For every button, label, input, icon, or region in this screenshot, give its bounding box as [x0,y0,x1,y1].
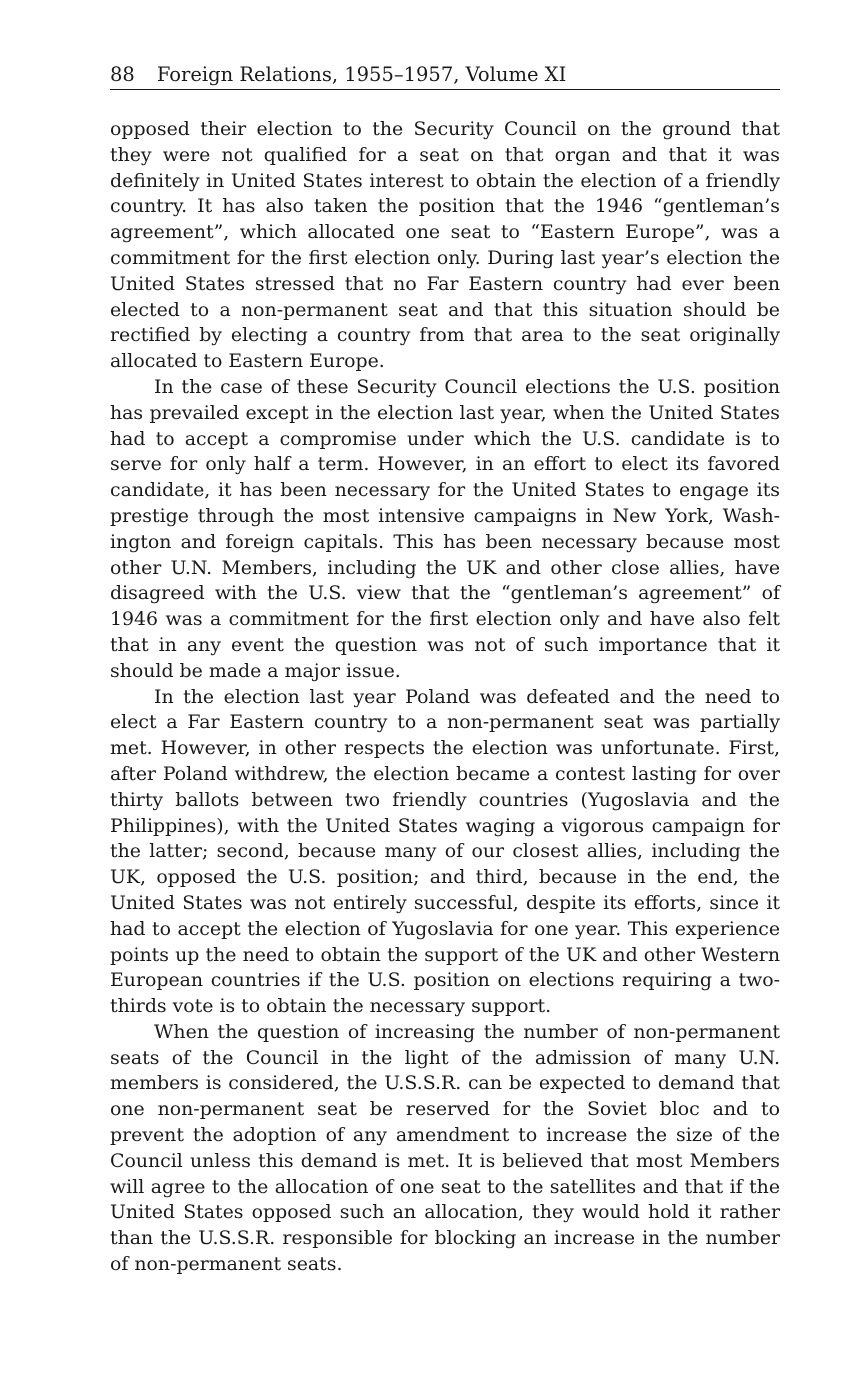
paragraph-election-last-year: In the election last year Poland was defeated and the need to elect a Far Eastern country to a non-permanent seat was partially met. However, in other respects the election was unfortunate. First, after Poland withdrew, the election became a contest lasting for over thirty ballots between two friendly countries (Yugoslavia and the Philippines), with the United States waging a vigorous campaign for the latter; second, because many of our closest allies, including the UK, opposed the U.S. position; and third, because in the end, the United States was not entirely successful, despite its efforts, since it had to accept the election of Yugoslavia for one year. This experience points up the need to obtain the support of the UK and other Western European countries if the U.S. position on elections requiring a two-thirds vote is to obtain the necessary support. [110,685,780,1018]
page-number: 88 [110,63,135,86]
document-page [110,62,780,1278]
running-title: Foreign Relations, 1955–1957, Volume XI [156,63,567,86]
paragraph-continued: opposed their election to the Security Council on the ground that they were not qualified for a seat on that organ and that it was definitely in United States interest to obtain the election of a friendly country. It has also taken the position that the 1946 “gentleman’s agreement”, which allocated one seat to “Eastern Europe”, was a commitment for the first election only. During last year’s election the United States stressed that no Far Eastern country had ever been elected to a non-permanent seat and that this situation should be rectified by electing a country from that area to the seat originally allocated to Eastern Europe. [110,118,780,373]
body-text [110,117,780,1278]
paragraph-security-council-elections: In the case of these Security Council elections the U.S. position has prevailed except in the election last year, when the United States had to accept a compromise under which the U.S. candidate is to serve for only half a term. However, in an effort to elect its favored candidate, it has been necessary for the United States to engage its prestige through the most intensive campaigns in New York, Washington and foreign capitals. This has been necessary because most other U.N. Members, including the UK and other close allies, have disagreed with the U.S. view that the “gentleman’s agreement” of 1946 was a commitment for the first election only and have also felt that in any event the question was not of such importance that it should be made a major issue. [110,375,780,682]
paragraph-non-permanent-seats: When the question of increasing the number of non-permanent seats of the Council in the light of the admission of many U.N. members is considered, the U.S.S.R. can be expected to demand that one non-permanent seat be reserved for the Soviet bloc and to prevent the adoption of any amendment to increase the size of the Council unless this demand is met. It is believed that most Members will agree to the allocation of one seat to the satellites and that if the United States opposed such an allocation, they would hold it rather than the U.S.S.R. responsible for blocking an increase in the number of non-permanent seats. [110,1020,780,1276]
running-head [110,62,780,90]
